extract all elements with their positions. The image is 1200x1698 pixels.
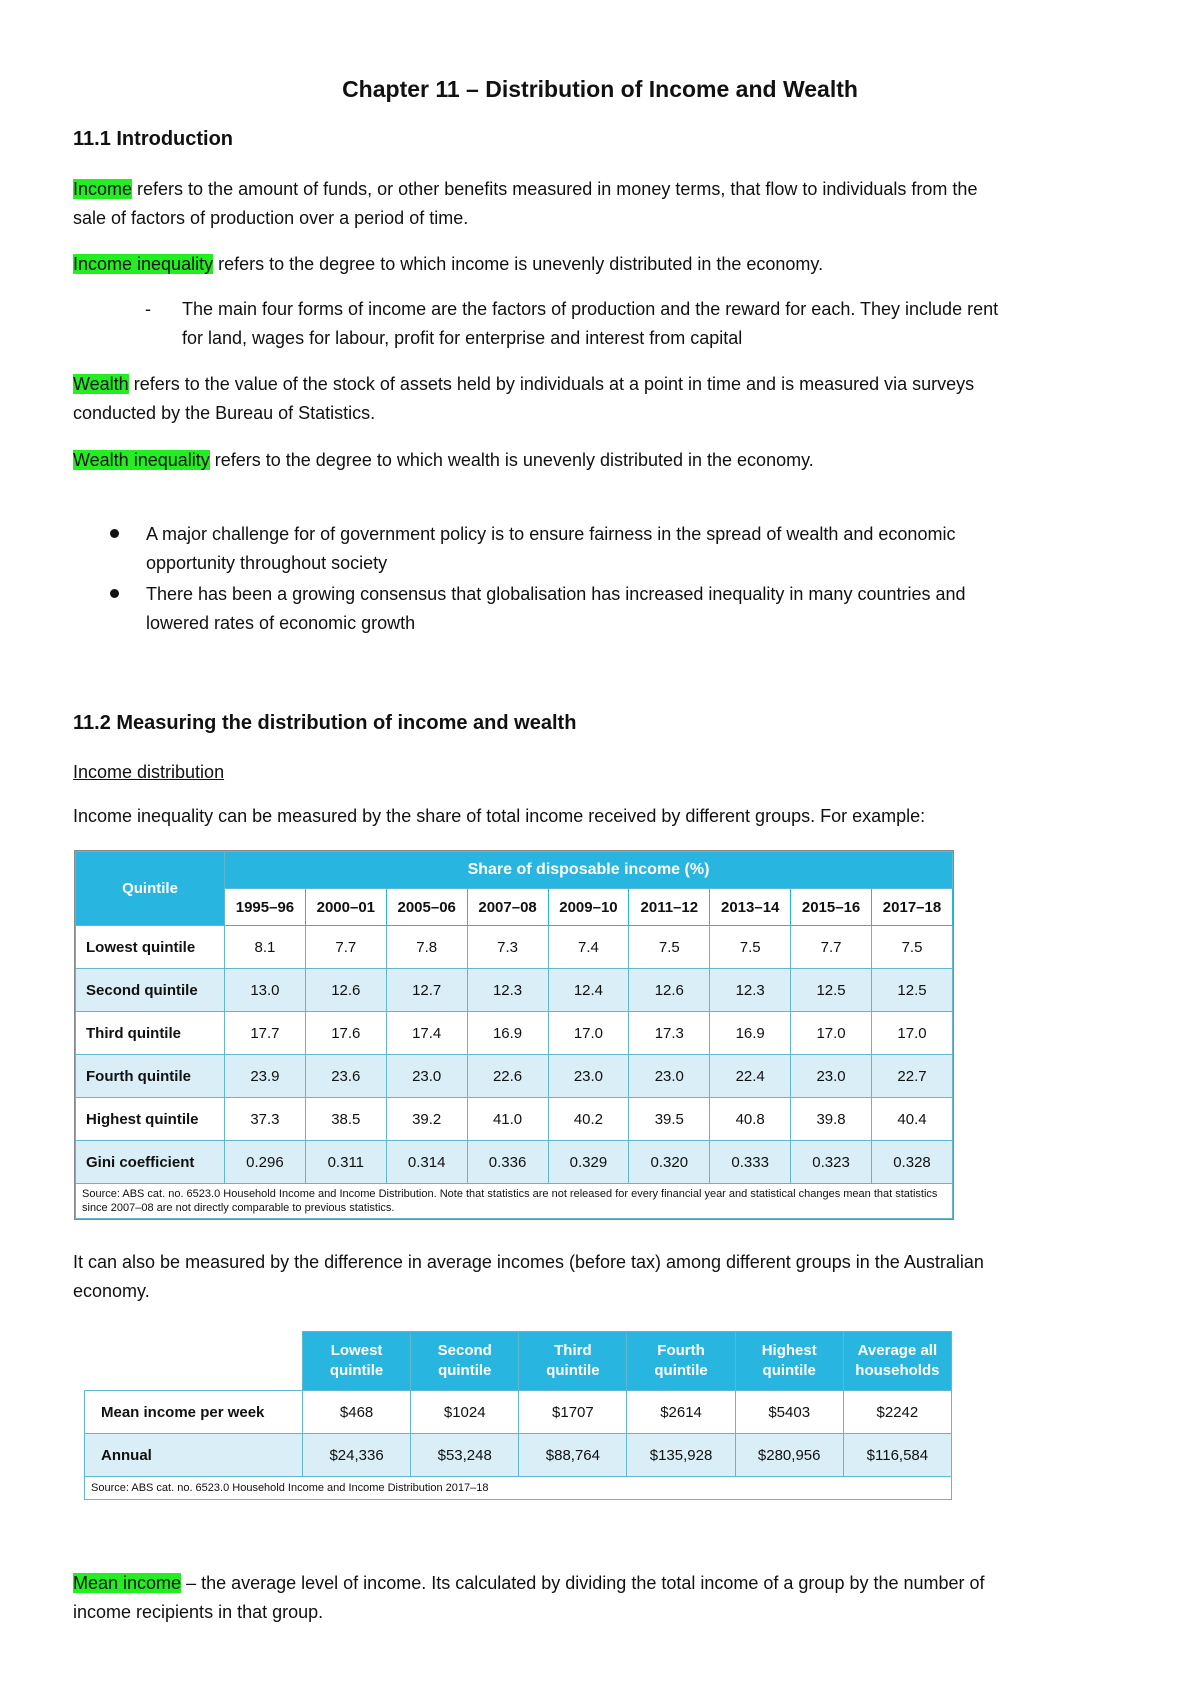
row-label: Fourth quintile — [76, 1055, 225, 1098]
table-cell: $2614 — [627, 1391, 735, 1434]
column-header — [519, 1332, 627, 1391]
table-row — [76, 1098, 953, 1141]
year-header: 2017–18 — [872, 889, 953, 926]
column-header-line1: Second — [437, 1342, 492, 1359]
subheading-income-distribution: Income distribution — [73, 762, 225, 782]
table-cell: 17.4 — [386, 1012, 467, 1055]
mean-income-table — [84, 1331, 952, 1500]
table-cell: 12.7 — [386, 969, 467, 1012]
table-cell: 7.5 — [872, 926, 953, 969]
column-header-line1: Fourth — [657, 1342, 705, 1359]
section-heading-introduction: 11.1 Introduction — [73, 128, 234, 150]
table-cell: $280,956 — [735, 1434, 843, 1477]
table-cell: 13.0 — [225, 969, 306, 1012]
page-title: Chapter 11 – Distribution of Income and Wealth — [342, 76, 858, 102]
row-label: Gini coefficient — [76, 1141, 225, 1184]
row-label: Mean income per week — [85, 1391, 303, 1434]
wealth-inequality-text: refers to the degree to which wealth is unevenly distributed in the economy. — [209, 450, 814, 470]
bullet-item — [108, 580, 1108, 640]
table-cell: 7.4 — [548, 926, 629, 969]
table-row — [76, 926, 953, 969]
wealth-definition — [73, 370, 1133, 428]
column-header-line2: quintile — [329, 1362, 384, 1379]
table-cell: 23.9 — [225, 1055, 306, 1098]
table-cell: 16.9 — [710, 1012, 791, 1055]
year-header: 2007–08 — [467, 889, 548, 926]
income-definition-line2: sale of factors of production over a period of time. — [73, 208, 469, 228]
table-cell: 41.0 — [467, 1098, 548, 1141]
table-cell: 22.7 — [872, 1055, 953, 1098]
table-cell: $1707 — [519, 1391, 627, 1434]
column-header — [303, 1332, 411, 1391]
table-cell: $24,336 — [303, 1434, 411, 1477]
table-cell: 7.5 — [710, 926, 791, 969]
table-cell: 17.0 — [872, 1012, 953, 1055]
bullet-1-line1: A major challenge for of government policy is to ensure fairness in the spread of wealth and economic — [146, 524, 956, 544]
share-header: Share of disposable income (%) — [225, 852, 953, 889]
section-heading-measuring: 11.2 Measuring the distribution of income and wealth — [73, 712, 577, 734]
table-row — [76, 1012, 953, 1055]
table-cell: 12.5 — [872, 969, 953, 1012]
income-inequality-text: refers to the degree to which income is unevenly distributed in the economy. — [213, 254, 824, 274]
table-cell: 23.0 — [629, 1055, 710, 1098]
table-cell: 39.2 — [386, 1098, 467, 1141]
table-cell: 40.8 — [710, 1098, 791, 1141]
income-definition — [73, 175, 1133, 233]
table2-intro-line2: economy. — [73, 1281, 150, 1301]
column-header-line2: quintile — [546, 1362, 600, 1379]
table-cell: 23.6 — [305, 1055, 386, 1098]
table-cell: 7.3 — [467, 926, 548, 969]
year-header: 2015–16 — [791, 889, 872, 926]
bullet-2-line2: lowered rates of economic growth — [146, 613, 416, 633]
table-cell: 16.9 — [467, 1012, 548, 1055]
column-header-line2: quintile — [438, 1362, 492, 1379]
table-cell: 17.0 — [791, 1012, 872, 1055]
dash-item-line2: for land, wages for labour, profit for enterprise and interest from capital — [182, 328, 743, 348]
highlighted-term-income: Income — [73, 179, 133, 199]
table-cell: $1024 — [411, 1391, 519, 1434]
bullet-1-line2: opportunity throughout society — [146, 553, 388, 573]
year-header: 2011–12 — [629, 889, 710, 926]
column-header-line2: quintile — [654, 1362, 708, 1379]
table2-intro-line1: It can also be measured by the difference in average incomes (before tax) among different groups in the Australian — [73, 1252, 984, 1272]
table-cell: 39.8 — [791, 1098, 872, 1141]
table-cell: 0.329 — [548, 1141, 629, 1184]
table2-intro — [73, 1248, 1133, 1306]
table-cell: 7.7 — [791, 926, 872, 969]
mean-income-line1: – the average level of income. Its calculated by dividing the total income of a group by the number of — [181, 1573, 985, 1593]
table-row — [85, 1434, 952, 1477]
table-cell: $2242 — [843, 1391, 951, 1434]
table-cell: $53,248 — [411, 1434, 519, 1477]
row-label: Third quintile — [76, 1012, 225, 1055]
row-label: Lowest quintile — [76, 926, 225, 969]
bullet-2-line1: There has been a growing consensus that globalisation has increased inequality in many countries and — [146, 584, 966, 604]
table-cell: 40.4 — [872, 1098, 953, 1141]
table-cell: 0.311 — [305, 1141, 386, 1184]
wealth-inequality-definition — [73, 446, 1133, 475]
row-label: Highest quintile — [76, 1098, 225, 1141]
table-cell: 22.4 — [710, 1055, 791, 1098]
table-cell: 17.6 — [305, 1012, 386, 1055]
table-cell: 12.3 — [710, 969, 791, 1012]
wealth-definition-line1: refers to the value of the stock of assets held by individuals at a point in time and is measured via surveys — [128, 374, 975, 394]
table1-intro: Income inequality can be measured by the share of total income received by different groups. For example: — [73, 806, 926, 826]
highlighted-term-wealth-inequality: Wealth inequality — [73, 450, 210, 470]
dash-list-item — [145, 295, 1135, 355]
table-cell: 0.314 — [386, 1141, 467, 1184]
table-cell: 38.5 — [305, 1098, 386, 1141]
table-cell: 0.323 — [791, 1141, 872, 1184]
bullet-text — [146, 580, 1106, 638]
column-header — [843, 1332, 951, 1391]
column-header-line1: Third — [554, 1342, 592, 1359]
bullet-dot-icon — [110, 589, 119, 598]
year-header: 1995–96 — [225, 889, 306, 926]
highlighted-term-mean-income: Mean income — [73, 1573, 182, 1593]
table-cell: 17.0 — [548, 1012, 629, 1055]
table-row — [76, 1141, 953, 1184]
table2-corner — [85, 1332, 303, 1391]
income-share-table-grid — [75, 851, 953, 1219]
table1-source: Source: ABS cat. no. 6523.0 Household Income and Income Distribution. Note that statistics are not released for every financial year and statistical changes mean that statistics since 2007–08 are not directly comparable to previous statistics. — [76, 1184, 953, 1219]
table-cell: 12.5 — [791, 969, 872, 1012]
table2-source: Source: ABS cat. no. 6523.0 Household Income and Income Distribution 2017–18 — [85, 1477, 952, 1500]
table-cell: 7.7 — [305, 926, 386, 969]
table-cell: 23.0 — [791, 1055, 872, 1098]
table-cell: $116,584 — [843, 1434, 951, 1477]
column-header — [627, 1332, 735, 1391]
highlighted-term-income-inequality: Income inequality — [73, 254, 214, 274]
income-inequality-definition — [73, 250, 1133, 279]
column-header-line2: quintile — [762, 1362, 816, 1379]
table-cell: $5403 — [735, 1391, 843, 1434]
table-row — [85, 1391, 952, 1434]
column-header-line1: Lowest — [330, 1342, 383, 1359]
table-cell: 0.336 — [467, 1141, 548, 1184]
mean-income-line2: income recipients in that group. — [73, 1602, 324, 1622]
table-cell: 40.2 — [548, 1098, 629, 1141]
bullet-text — [146, 520, 1106, 578]
table-cell: 23.0 — [548, 1055, 629, 1098]
quintile-header: Quintile — [76, 852, 225, 926]
table-cell: 12.6 — [629, 969, 710, 1012]
year-header: 2009–10 — [548, 889, 629, 926]
table-cell: 7.5 — [629, 926, 710, 969]
column-header — [411, 1332, 519, 1391]
wealth-definition-line2: conducted by the Bureau of Statistics. — [73, 403, 376, 423]
year-header: 2000–01 — [305, 889, 386, 926]
mean-income-table-grid — [84, 1331, 952, 1500]
row-label: Second quintile — [76, 969, 225, 1012]
table-cell: 0.296 — [225, 1141, 306, 1184]
year-header: 2013–14 — [710, 889, 791, 926]
table-cell: 17.7 — [225, 1012, 306, 1055]
table-row — [76, 1055, 953, 1098]
table-cell: 0.328 — [872, 1141, 953, 1184]
bullet-dot-icon — [110, 529, 119, 538]
table-cell: 22.6 — [467, 1055, 548, 1098]
table-cell: 12.4 — [548, 969, 629, 1012]
highlighted-term-wealth: Wealth — [73, 374, 129, 394]
table-cell: 8.1 — [225, 926, 306, 969]
column-header-line1: Highest — [761, 1342, 817, 1359]
dash-item-line1: The main four forms of income are the factors of production and the reward for each. They include rent — [182, 299, 999, 319]
column-header-line1: Average all — [857, 1342, 938, 1359]
table-cell: 12.6 — [305, 969, 386, 1012]
table-cell: 0.333 — [710, 1141, 791, 1184]
table-cell: 7.8 — [386, 926, 467, 969]
income-definition-line1: refers to the amount of funds, or other benefits measured in money terms, that flow to individuals from the — [132, 179, 978, 199]
year-header: 2005–06 — [386, 889, 467, 926]
mean-income-definition — [73, 1569, 1133, 1627]
column-header-line2: households — [855, 1362, 940, 1379]
table-cell: 17.3 — [629, 1012, 710, 1055]
column-header — [735, 1332, 843, 1391]
table-row — [76, 969, 953, 1012]
income-share-table — [74, 850, 954, 1220]
table-cell: $468 — [303, 1391, 411, 1434]
table-cell: 0.320 — [629, 1141, 710, 1184]
table-cell: $88,764 — [519, 1434, 627, 1477]
dash-item-text — [182, 295, 1132, 353]
table-cell: 37.3 — [225, 1098, 306, 1141]
dash-marker: - — [145, 299, 151, 319]
table-cell: 39.5 — [629, 1098, 710, 1141]
table-cell: $135,928 — [627, 1434, 735, 1477]
table-cell: 12.3 — [467, 969, 548, 1012]
table-cell: 23.0 — [386, 1055, 467, 1098]
bullet-item — [108, 520, 1108, 580]
row-label: Annual — [85, 1434, 303, 1477]
